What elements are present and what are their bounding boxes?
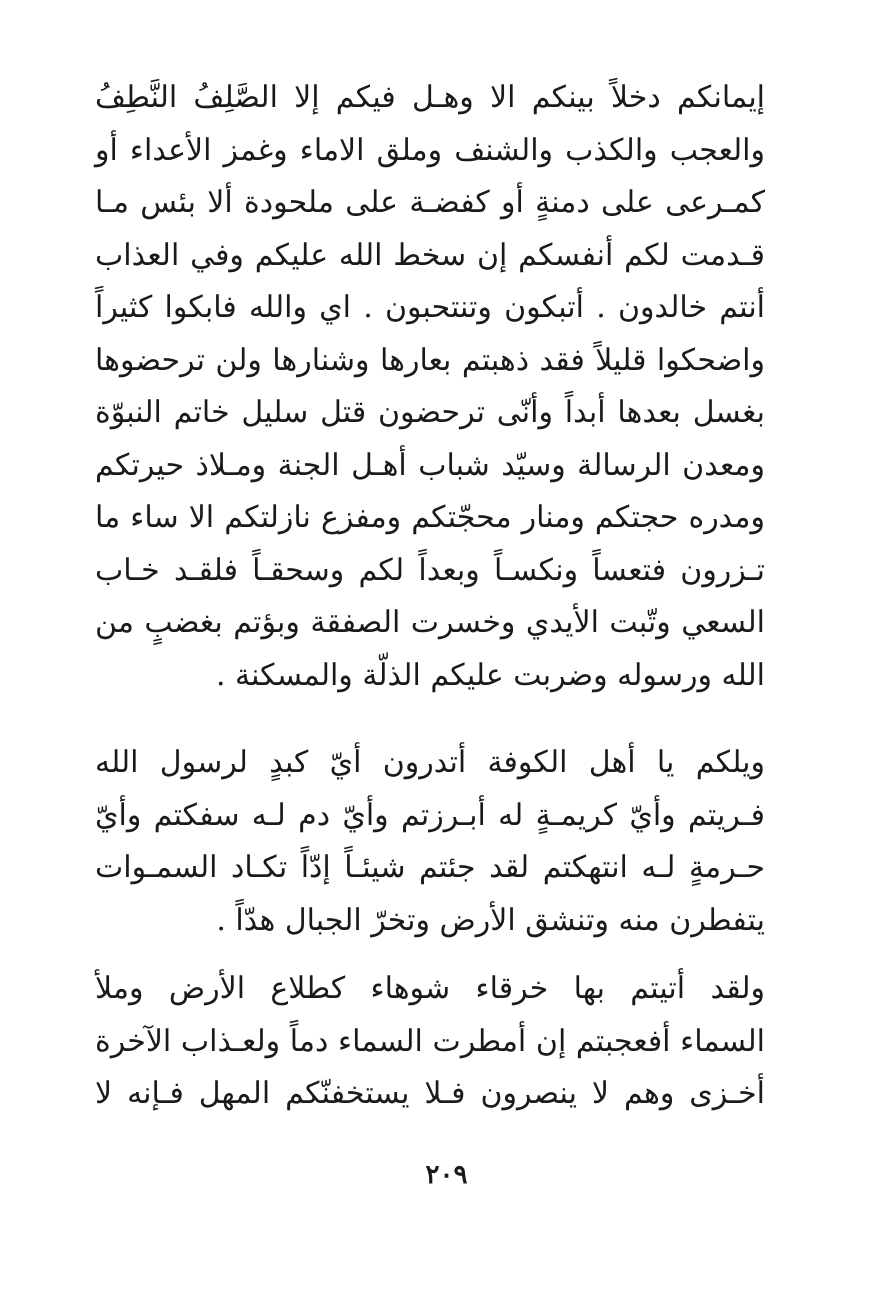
text-line: الله ورسوله وضربت عليكم الذلّة والمسكنة . (215, 657, 765, 693)
text-line: ويلكم يا أهل الكوفة أتدرون أيّ كبدٍ لرسول الله (95, 745, 765, 780)
text-line: أخـزى وهم لا ينصرون فـلا يستخفنّكم المهل فـإنه لا (95, 1076, 765, 1111)
paragraph-1 (95, 72, 765, 702)
text-line: واضحكوا قليلاً فقد ذهبتم بعارها وشنارها ولن ترحضوها (95, 342, 765, 378)
paragraph-3 (95, 963, 765, 1121)
text-line: السعي وتّبت الأيدي وخسرت الصفقة وبؤتم بغضبٍ من (95, 605, 765, 640)
page-number: ٢٠٩ (425, 1160, 468, 1190)
text-line: كمـرعى على دمنةٍ أو كفضـة على ملحودة ألا بئس مـا (95, 185, 765, 220)
text-line: إيمانكم دخلاً بينكم الا وهـل فيكم إلا الصَّلِفُ النَّطِفُ (95, 80, 765, 115)
text-line: والعجب والكذب والشنف وملق الاماء وغمز الأعداء أو (95, 132, 765, 168)
text-line: حـرمةٍ لـه انتهكتم لقد جئتم شيئـاً إدّاً تكـاد السمـوات (95, 850, 765, 885)
paragraph-2 (95, 737, 765, 947)
text-line: تـزرون فتعساً ونكسـاً وبعداً لكم وسحقـاً فلقـد خـاب (95, 552, 765, 588)
text-line: ومدره حجتكم ومنار محجّتكم ومفزع نازلتكم الا ساء ما (95, 500, 765, 535)
text-line: فـريتم وأيّ كريمـةٍ له أبـرزتم وأيّ دم لـه سفكتم وأيّ (95, 797, 765, 833)
text-line: ولقد أتيتم بها خرقاء شوهاء كطلاع الأرض وملأ (95, 971, 765, 1006)
text-line: ومعدن الرسالة وسيّد شباب أهـل الجنة ومـلاذ حيرتكم (95, 447, 765, 483)
text-line: بغسل بعدها أبداً وأنّى ترحضون قتل سليل خاتم النبوّة (95, 395, 765, 430)
text-line: أنتم خالدون . أتبكون وتنتحبون . اي والله فابكوا كثيراً (95, 290, 765, 325)
text-line: قـدمت لكم أنفسكم إن سخط الله عليكم وفي العذاب (95, 237, 765, 273)
text-line: السماء أفعجبتم إن أمطرت السماء دماً ولعـذاب الآخرة (95, 1023, 765, 1059)
text-line: يتفطرن منه وتنشق الأرض وتخرّ الجبال هدّاً . (216, 902, 765, 938)
